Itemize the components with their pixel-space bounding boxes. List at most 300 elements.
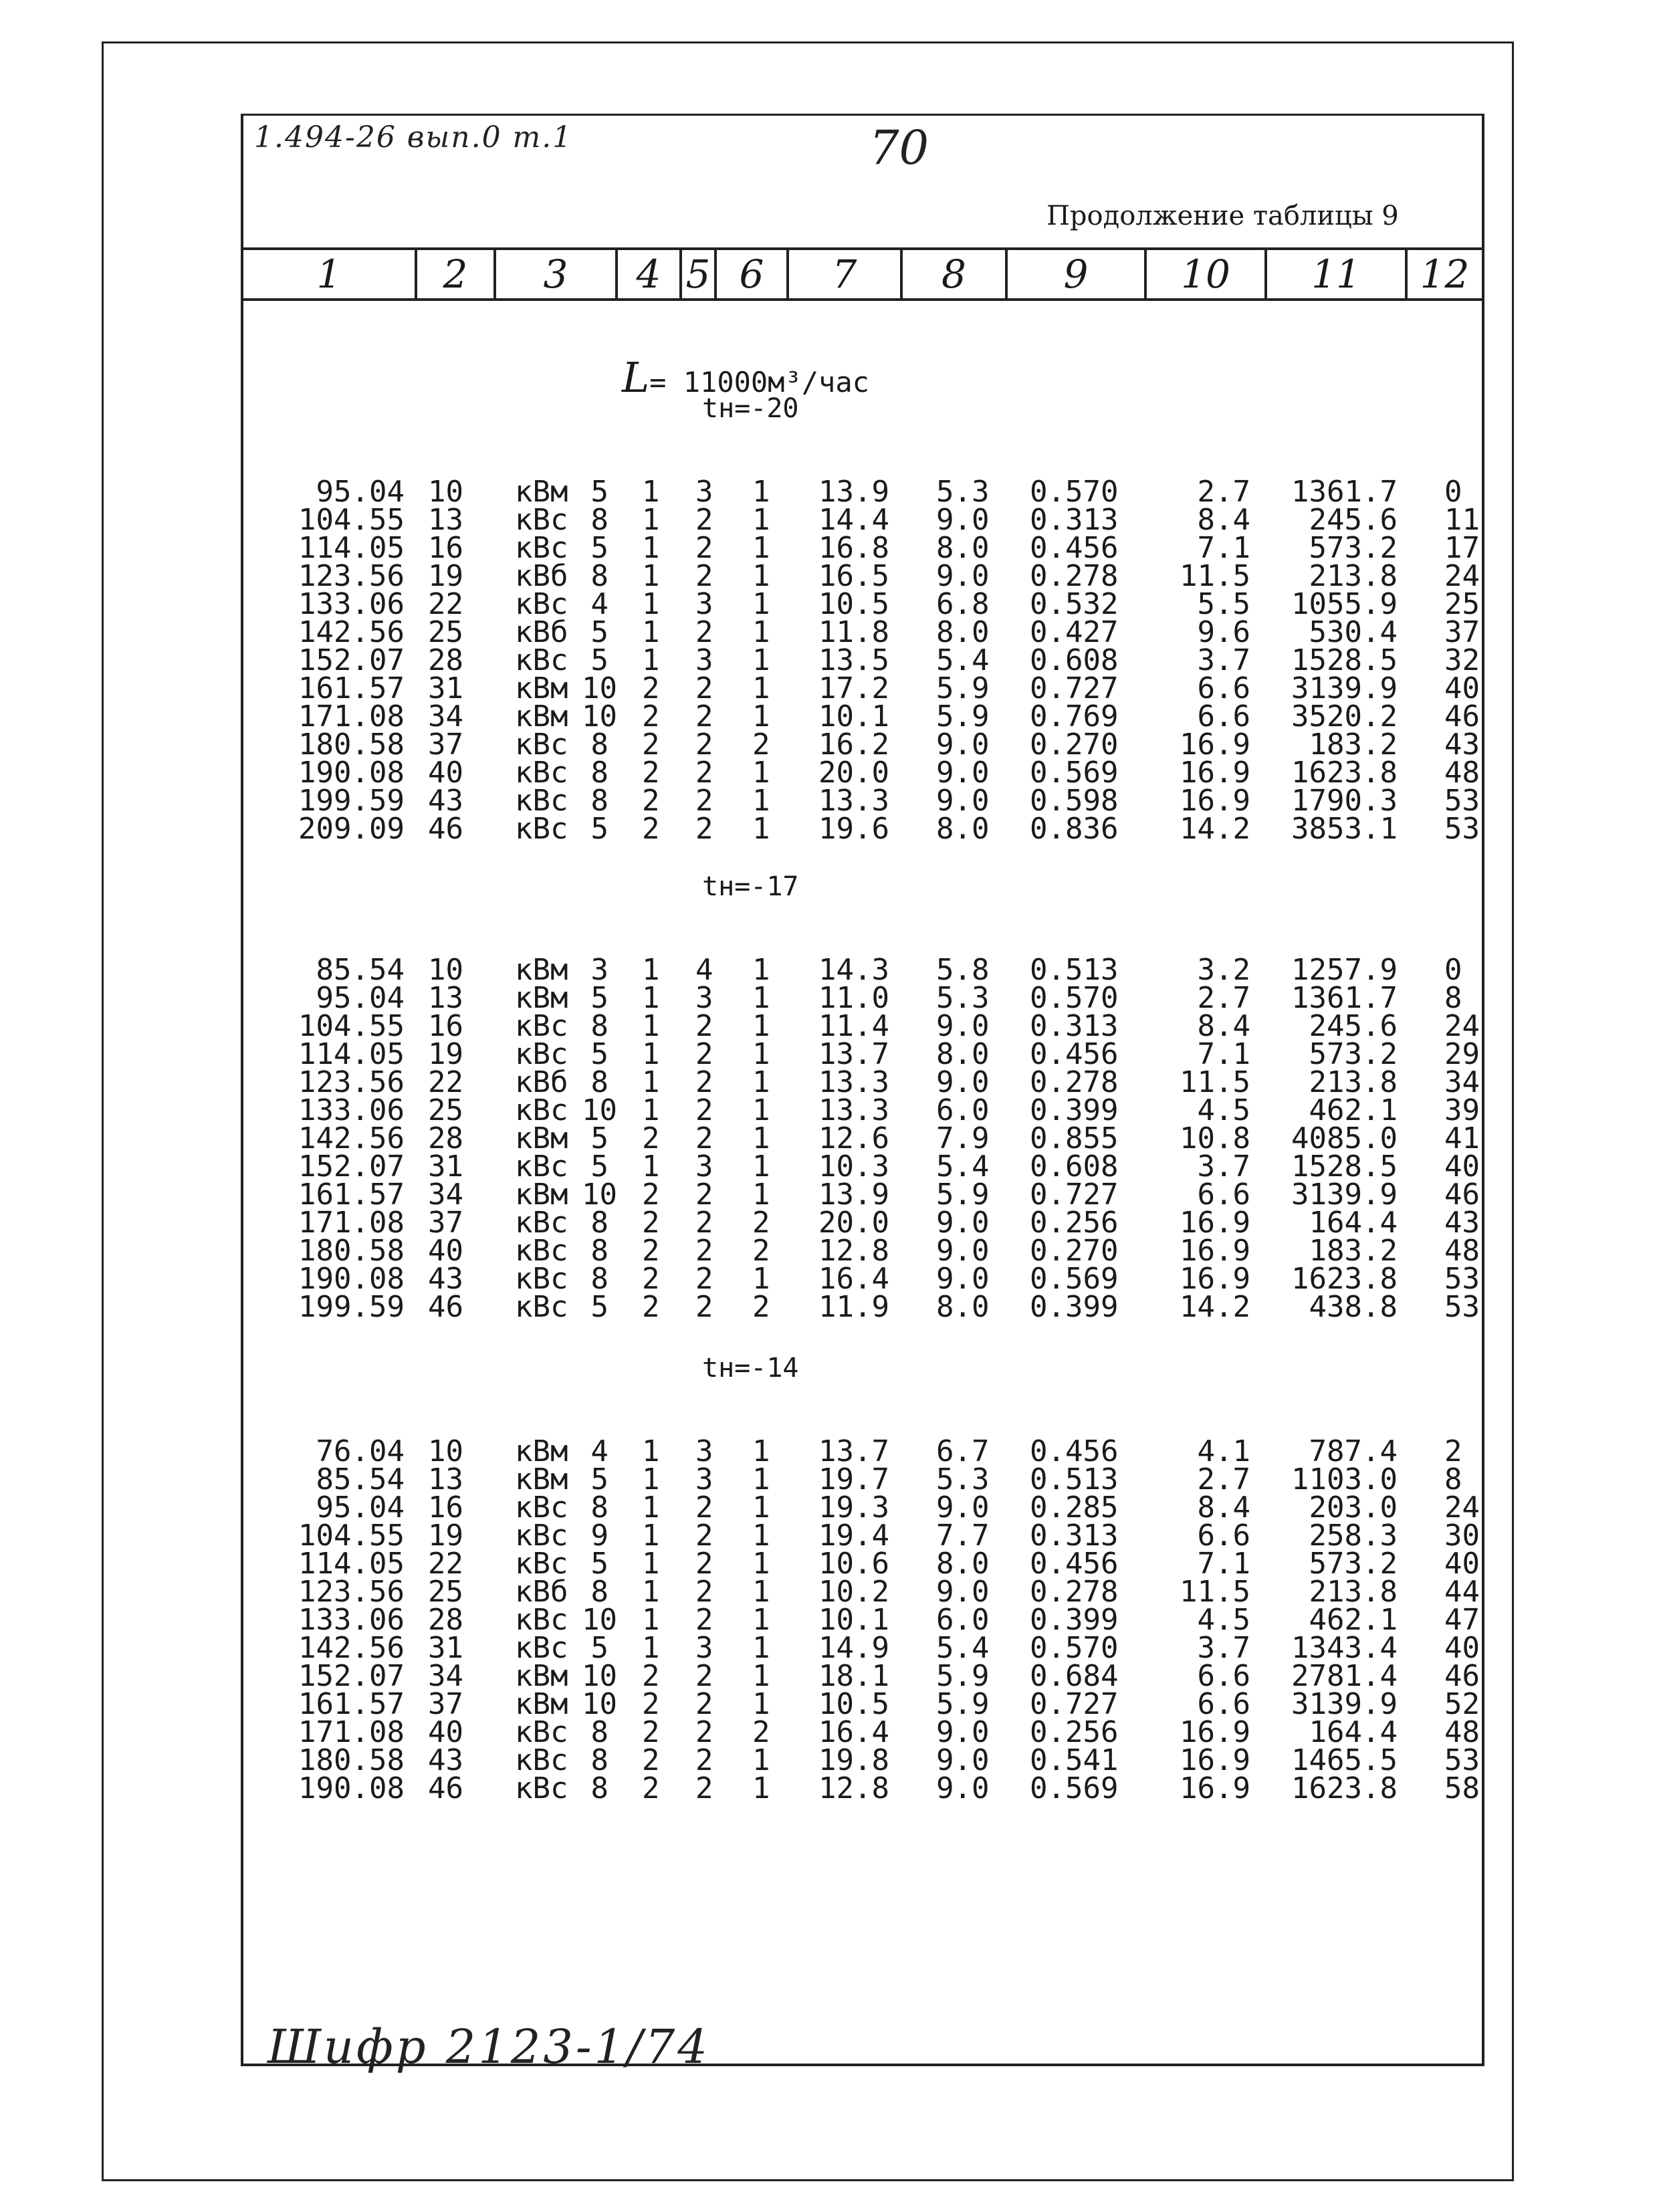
table-cell: 10.1 <box>818 699 889 734</box>
table-cell: 245.6 <box>1309 503 1398 537</box>
column-header-12: 12 <box>1420 251 1470 297</box>
table-cell: 16.4 <box>818 1262 889 1296</box>
table-cell: 3.2 <box>1197 953 1250 987</box>
table-cell: 10 <box>428 953 463 987</box>
table-cell: 10 <box>428 1434 463 1468</box>
table-cell: 24 <box>1444 1009 1480 1043</box>
table-cell: 10.5 <box>818 587 889 621</box>
table-cell: 16.8 <box>818 531 889 565</box>
table-cell: 2 <box>695 1687 713 1721</box>
table-cell: 40 <box>1444 1149 1480 1184</box>
table-cell: 0.570 <box>1030 475 1119 509</box>
table-cell: 6.0 <box>936 1603 990 1637</box>
table-cell: 190.08 <box>298 1771 405 1805</box>
table-cell: кВс <box>515 1262 568 1296</box>
table-cell: 2 <box>695 784 713 818</box>
table-cell: 19.8 <box>818 1743 889 1777</box>
table-cell: 5 <box>590 1290 609 1324</box>
table-cell: 7.7 <box>936 1519 990 1553</box>
table-cell: кВс <box>515 1631 568 1665</box>
table-cell: 2 <box>695 1037 713 1071</box>
table-cell: 16.9 <box>1180 756 1250 790</box>
table-cell: 2 <box>695 1715 713 1749</box>
table-cell: 5 <box>590 1121 609 1155</box>
table-cell: 5.4 <box>936 643 990 677</box>
table-cell: 6.6 <box>1197 1519 1250 1553</box>
table-cell: 1103.0 <box>1291 1462 1398 1497</box>
table-cell: кВм <box>515 1121 568 1155</box>
table-cell: 0.836 <box>1030 812 1119 846</box>
table-cell: 3 <box>695 1434 713 1468</box>
table-cell: 0.256 <box>1030 1715 1119 1749</box>
table-cell: 2 <box>642 699 660 734</box>
table-cell: кВм <box>515 1434 568 1468</box>
table-cell: 1623.8 <box>1291 1771 1398 1805</box>
table-cell: 0.278 <box>1030 559 1119 593</box>
table-cell: 1343.4 <box>1291 1631 1398 1665</box>
table-cell: 171.08 <box>298 1206 405 1240</box>
flow-value: = 11000м³/час <box>649 366 869 399</box>
table-cell: 2 <box>695 1121 713 1155</box>
table-cell: 34 <box>428 1659 463 1693</box>
table-cell: 1 <box>752 1093 770 1127</box>
table-cell: 14.4 <box>818 503 889 537</box>
table-cell: 2 <box>695 1743 713 1777</box>
table-cell: 1 <box>752 1687 770 1721</box>
table-cell: 2 <box>695 503 713 537</box>
table-cell: 190.08 <box>298 1262 405 1296</box>
table-cell: 142.56 <box>298 1121 405 1155</box>
table-cell: 1 <box>752 1121 770 1155</box>
table-cell: 0.727 <box>1030 671 1119 705</box>
table-cell: 1 <box>642 1065 660 1099</box>
table-cell: 13.9 <box>818 1178 889 1212</box>
table-cell: 0.278 <box>1030 1575 1119 1609</box>
table-cell: кВс <box>515 1743 568 1777</box>
table-cell: 164.4 <box>1309 1206 1398 1240</box>
table-cell: кВс <box>515 1771 568 1805</box>
table-cell: 114.05 <box>298 1547 405 1581</box>
table-cell: 5.4 <box>936 1631 990 1665</box>
table-cell: 40 <box>1444 1547 1480 1581</box>
table-cell: 1 <box>752 503 770 537</box>
table-cell: 1 <box>642 1037 660 1071</box>
table-cell: 2 <box>642 1771 660 1805</box>
table-cell: 2 <box>695 1603 713 1637</box>
table-cell: 8 <box>590 784 609 818</box>
table-cell: 34 <box>428 699 463 734</box>
table-cell: 37 <box>428 728 463 762</box>
table-cell: 1 <box>642 1462 660 1497</box>
table-cell: 1 <box>642 953 660 987</box>
table-cell: 46 <box>1444 1178 1480 1212</box>
table-cell: 8 <box>590 1206 609 1240</box>
table-cell: 1 <box>642 1009 660 1043</box>
table-cell: 8.4 <box>1197 1490 1250 1525</box>
table-cell: 1 <box>752 1462 770 1497</box>
table-cell: 1790.3 <box>1291 784 1398 818</box>
table-cell: 1 <box>752 559 770 593</box>
table-cell: 142.56 <box>298 615 405 649</box>
table-cell: 3 <box>695 587 713 621</box>
table-cell: 53 <box>1444 1262 1480 1296</box>
table-cell: 0.569 <box>1030 1262 1119 1296</box>
table-cell: 48 <box>1444 1234 1480 1268</box>
table-cell: 0.570 <box>1030 1631 1119 1665</box>
table-cell: 44 <box>1444 1575 1480 1609</box>
table-cell: 1 <box>752 953 770 987</box>
table-cell: 5 <box>590 615 609 649</box>
table-cell: 258.3 <box>1309 1519 1398 1553</box>
table-cell: 104.55 <box>298 1519 405 1553</box>
table-cell: кВс <box>515 1093 568 1127</box>
table-cell: 2 <box>695 1519 713 1553</box>
table-cell: 2 <box>695 1547 713 1581</box>
table-cell: 10 <box>582 1178 617 1212</box>
table-cell: 1 <box>752 1743 770 1777</box>
table-cell: 53 <box>1444 1290 1480 1324</box>
table-cell: 46 <box>428 812 463 846</box>
table-cell: 1 <box>642 1631 660 1665</box>
table-cell: 213.8 <box>1309 559 1398 593</box>
table-cell: 4.1 <box>1197 1434 1250 1468</box>
table-cell: 2 <box>642 1290 660 1324</box>
table-cell: 8 <box>590 1715 609 1749</box>
table-cell: кВб <box>515 615 568 649</box>
table-cell: 43 <box>428 1262 463 1296</box>
table-cell: 152.07 <box>298 1149 405 1184</box>
table-cell: 48 <box>1444 1715 1480 1749</box>
table-cell: 85.54 <box>316 1462 405 1497</box>
table-cell: 0.313 <box>1030 503 1119 537</box>
table-cell: 2 <box>642 756 660 790</box>
column-header-2: 2 <box>417 250 496 298</box>
table-cell: 37 <box>428 1206 463 1240</box>
table-cell: 2.7 <box>1197 475 1250 509</box>
table-cell: 180.58 <box>298 1743 405 1777</box>
table-cell: 10 <box>428 475 463 509</box>
table-cell: 34 <box>1444 1065 1480 1099</box>
table-cell: 5.8 <box>936 953 990 987</box>
table-cell: 9.0 <box>936 1234 990 1268</box>
table-cell: 18.1 <box>818 1659 889 1693</box>
column-header-10: 10 <box>1147 250 1267 298</box>
table-cell: 1 <box>642 615 660 649</box>
table-cell: 4 <box>695 953 713 987</box>
table-cell: 1 <box>642 1519 660 1553</box>
table-cell: 2 <box>695 1065 713 1099</box>
table-cell: кВс <box>515 1715 568 1749</box>
table-cell: 0.456 <box>1030 1037 1119 1071</box>
table-cell: 5 <box>590 1631 609 1665</box>
table-cell: 5.9 <box>936 671 990 705</box>
table-cell: 40 <box>1444 671 1480 705</box>
table-cell: 0.532 <box>1030 587 1119 621</box>
table-cell: 9.0 <box>936 1262 990 1296</box>
table-cell: 10 <box>582 1093 617 1127</box>
table-cell: 19.4 <box>818 1519 889 1553</box>
table-cell: 2 <box>642 1687 660 1721</box>
table-cell: 213.8 <box>1309 1065 1398 1099</box>
table-cell: 1 <box>752 531 770 565</box>
table-cell: 3 <box>695 643 713 677</box>
table-cell: 40 <box>428 1715 463 1749</box>
table-cell: 104.55 <box>298 503 405 537</box>
table-cell: 16 <box>428 1009 463 1043</box>
table-cell: 25 <box>428 1093 463 1127</box>
table-cell: 10 <box>582 699 617 734</box>
column-header-11: 11 <box>1267 250 1408 298</box>
table-cell: кВс <box>515 1547 568 1581</box>
table-cell: 462.1 <box>1309 1603 1398 1637</box>
table-cell: 787.4 <box>1309 1434 1398 1468</box>
table-cell: 5 <box>590 643 609 677</box>
table-cell: 2 <box>695 1206 713 1240</box>
table-cell: 10.5 <box>818 1687 889 1721</box>
table-cell: 16.9 <box>1180 1715 1250 1749</box>
table-cell: 3.7 <box>1197 1631 1250 1665</box>
table-cell: 43 <box>1444 1206 1480 1240</box>
table-cell: 2 <box>642 1715 660 1749</box>
table-cell: 1 <box>752 643 770 677</box>
table-cell: 1 <box>752 1065 770 1099</box>
table-cell: 47 <box>1444 1603 1480 1637</box>
table-cell: 37 <box>428 1687 463 1721</box>
table-cell: кВм <box>515 671 568 705</box>
table-cell: 462.1 <box>1309 1093 1398 1127</box>
table-cell: 1 <box>752 1603 770 1637</box>
table-cell: 40 <box>428 756 463 790</box>
table-cell: кВм <box>515 953 568 987</box>
table-cell: 5.5 <box>1197 587 1250 621</box>
table-cell: 20.0 <box>818 756 889 790</box>
table-cell: 3 <box>695 1631 713 1665</box>
table-cell: 1 <box>642 1093 660 1127</box>
table-cell: 20.0 <box>818 1206 889 1240</box>
table-cell: 11.0 <box>818 981 889 1015</box>
table-cell: 11 <box>1444 503 1480 537</box>
table-cell: 7.9 <box>936 1121 990 1155</box>
table-cell: 16.9 <box>1180 1206 1250 1240</box>
table-cell: 180.58 <box>298 1234 405 1268</box>
table-cell: 13.9 <box>818 475 889 509</box>
table-cell: 43 <box>1444 728 1480 762</box>
section-title: tн=-20 <box>702 393 799 424</box>
table-cell: 5 <box>590 981 609 1015</box>
table-cell: 199.59 <box>298 1290 405 1324</box>
table-cell: 3 <box>590 953 609 987</box>
table-cell: 6.6 <box>1197 1659 1250 1693</box>
table-cell: 133.06 <box>298 587 405 621</box>
table-cell: кВс <box>515 1149 568 1184</box>
table-cell: кВс <box>515 1490 568 1525</box>
table-cell: 10.3 <box>818 1149 889 1184</box>
table-cell: 53 <box>1444 784 1480 818</box>
table-cell: 2 <box>695 531 713 565</box>
table-cell: 13 <box>428 1462 463 1497</box>
table-cell: 24 <box>1444 559 1480 593</box>
table-cell: 8.0 <box>936 1037 990 1071</box>
table-cell: 0 <box>1444 475 1462 509</box>
table-cell: 8.4 <box>1197 503 1250 537</box>
table-cell: 10.8 <box>1180 1121 1250 1155</box>
table-cell: 95.04 <box>316 981 405 1015</box>
table-cell: 152.07 <box>298 643 405 677</box>
column-header-row <box>243 247 1482 301</box>
table-cell: 10 <box>582 1603 617 1637</box>
table-cell: 0.456 <box>1030 531 1119 565</box>
table-cell: 152.07 <box>298 1659 405 1693</box>
table-cell: 1 <box>642 1603 660 1637</box>
table-cell: 2 <box>642 1743 660 1777</box>
table-cell: 245.6 <box>1309 1009 1398 1043</box>
table-cell: 8.0 <box>936 615 990 649</box>
table-cell: 0.570 <box>1030 981 1119 1015</box>
table-cell: 1 <box>752 1771 770 1805</box>
table-cell: 8 <box>590 1771 609 1805</box>
table-cell: 0.684 <box>1030 1659 1119 1693</box>
table-cell: 2 <box>695 1262 713 1296</box>
table-cell: 3520.2 <box>1291 699 1398 734</box>
table-cell: 1 <box>642 587 660 621</box>
table-cell: 0.727 <box>1030 1178 1119 1212</box>
table-cell: 25 <box>1444 587 1480 621</box>
table-cell: 13.5 <box>818 643 889 677</box>
section-title: tн=-17 <box>702 871 799 902</box>
table-cell: 2 <box>695 1234 713 1268</box>
table-cell: 11.5 <box>1180 1065 1250 1099</box>
table-cell: 2 <box>695 1290 713 1324</box>
table-cell: 0.608 <box>1030 643 1119 677</box>
table-cell: 2 <box>752 1234 770 1268</box>
table-cell: 9.0 <box>936 728 990 762</box>
table-cell: 1361.7 <box>1291 981 1398 1015</box>
table-cell: 3 <box>695 1462 713 1497</box>
table-cell: 14.9 <box>818 1631 889 1665</box>
table-cell: 8 <box>590 1575 609 1609</box>
table-cell: 213.8 <box>1309 1575 1398 1609</box>
table-cell: 1 <box>642 1490 660 1525</box>
table-cell: 183.2 <box>1309 1234 1398 1268</box>
table-cell: 53 <box>1444 812 1480 846</box>
table-cell: 16.9 <box>1180 1262 1250 1296</box>
table-cell: кВс <box>515 503 568 537</box>
table-cell: 133.06 <box>298 1603 405 1637</box>
table-cell: 1 <box>752 615 770 649</box>
table-cell: 123.56 <box>298 559 405 593</box>
table-cell: кВм <box>515 1462 568 1497</box>
table-cell: кВм <box>515 475 568 509</box>
table-cell: 5 <box>590 1462 609 1497</box>
table-cell: 10 <box>582 1659 617 1693</box>
table-cell: 6.6 <box>1197 1687 1250 1721</box>
table-cell: 114.05 <box>298 531 405 565</box>
table-cell: 2 <box>695 559 713 593</box>
table-cell: 46 <box>1444 1659 1480 1693</box>
table-cell: 1 <box>752 1547 770 1581</box>
table-cell: 2 <box>695 728 713 762</box>
table-cell: 29 <box>1444 1037 1480 1071</box>
table-cell: 3.7 <box>1197 1149 1250 1184</box>
table-cell: 5.9 <box>936 1659 990 1693</box>
table-cell: 0.270 <box>1030 728 1119 762</box>
table-cell: 2 <box>695 756 713 790</box>
table-cell: 0.456 <box>1030 1547 1119 1581</box>
table-cell: 2781.4 <box>1291 1659 1398 1693</box>
table-cell: 5.4 <box>936 1149 990 1184</box>
table-cell: 43 <box>428 784 463 818</box>
table-cell: 4.5 <box>1197 1093 1250 1127</box>
column-header-3: 3 <box>496 250 618 298</box>
table-cell: 2 <box>642 1262 660 1296</box>
table-cell: 40 <box>428 1234 463 1268</box>
table-cell: 8.0 <box>936 1547 990 1581</box>
table-cell: 9.0 <box>936 1715 990 1749</box>
table-cell: 8 <box>590 503 609 537</box>
table-cell: 12.8 <box>818 1234 889 1268</box>
table-cell: 0.313 <box>1030 1519 1119 1553</box>
table-cell: 171.08 <box>298 1715 405 1749</box>
table-cell: 5 <box>590 1547 609 1581</box>
table-cell: 0.727 <box>1030 1687 1119 1721</box>
table-cell: 0.541 <box>1030 1743 1119 1777</box>
table-cell: 2 <box>642 1659 660 1693</box>
table-cell: 19 <box>428 1037 463 1071</box>
table-cell: 8 <box>590 559 609 593</box>
table-cell: кВс <box>515 1234 568 1268</box>
table-cell: 30 <box>1444 1519 1480 1553</box>
table-cell: 0.399 <box>1030 1603 1119 1637</box>
table-cell: 1 <box>642 1149 660 1184</box>
column-header-4: 4 <box>618 250 682 298</box>
table-cell: 5.9 <box>936 1178 990 1212</box>
table-cell: 14.2 <box>1180 1290 1250 1324</box>
table-cell: 58 <box>1444 1771 1480 1805</box>
table-cell: 1 <box>752 587 770 621</box>
table-cell: 2 <box>1444 1434 1462 1468</box>
table-cell: 9.0 <box>936 503 990 537</box>
table-cell: 6.6 <box>1197 1178 1250 1212</box>
table-cell: 16.9 <box>1180 1234 1250 1268</box>
table-cell: 95.04 <box>316 475 405 509</box>
table-cell: 1 <box>752 475 770 509</box>
table-cell: кВб <box>515 1065 568 1099</box>
table-cell: 9 <box>590 1519 609 1553</box>
table-cell: 1 <box>752 699 770 734</box>
table-cell: 19.6 <box>818 812 889 846</box>
table-cell: кВс <box>515 1037 568 1071</box>
table-cell: 16.9 <box>1180 1771 1250 1805</box>
table-cell: 9.0 <box>936 1743 990 1777</box>
table-cell: 41 <box>1444 1121 1480 1155</box>
table-cell: 31 <box>428 1149 463 1184</box>
table-cell: 2 <box>642 1206 660 1240</box>
table-cell: 13 <box>428 981 463 1015</box>
table-cell: 0.256 <box>1030 1206 1119 1240</box>
table-cell: 123.56 <box>298 1575 405 1609</box>
table-cell: 76.04 <box>316 1434 405 1468</box>
table-cell: 3 <box>695 1149 713 1184</box>
table-cell: 5.3 <box>936 475 990 509</box>
table-cell: 19.3 <box>818 1490 889 1525</box>
table-cell: 1 <box>642 475 660 509</box>
table-cell: 1528.5 <box>1291 643 1398 677</box>
table-cell: 8 <box>1444 981 1462 1015</box>
table-cell: 7.1 <box>1197 1547 1250 1581</box>
table-cell: 161.57 <box>298 671 405 705</box>
table-cell: кВб <box>515 1575 568 1609</box>
table-cell: 1 <box>642 981 660 1015</box>
